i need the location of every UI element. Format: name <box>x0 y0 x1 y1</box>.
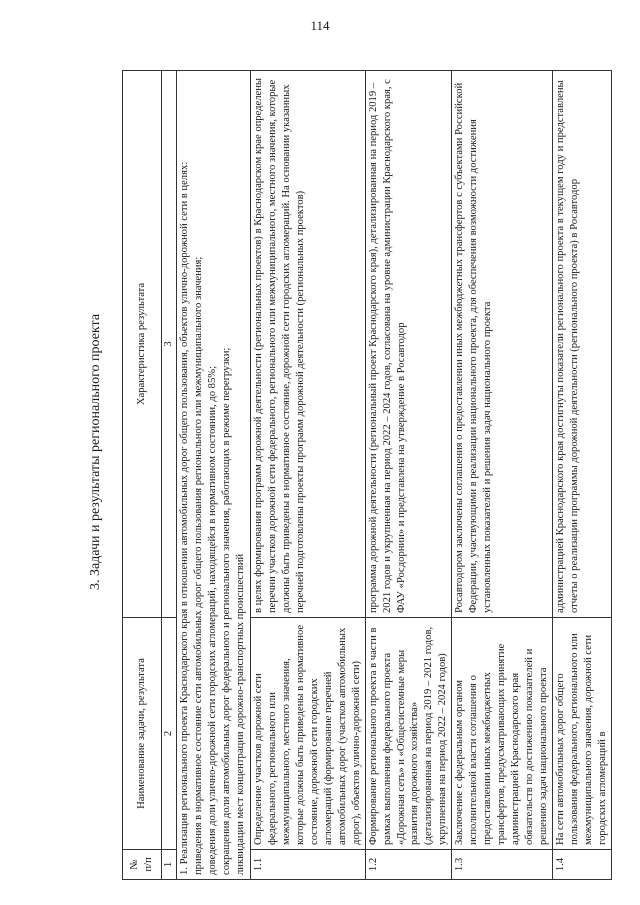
result-cell: в целях формирования программ дорожной деятельности (региональных проектов) в Краснодарском крае определены перечни участков дорожной сети федерального, регионального или межмуниципального, местного значения, которые должны быть приведены в нормативное состояние, дорожной сети городских агломераций. На основании указанных перечней подготовлены проекты программ дорожной деятельности (региональных проектов) <box>250 71 365 618</box>
section-line: 1. Реализация регионального проекта Краснодарского края в отношении автомобильных дорог общего пользования, объектов улично-дорожной сети в целях: <box>178 161 190 875</box>
section-line: доведения доли улично-дорожной сети городских агломераций, находящейся в нормативном состоянии, до 85%; <box>206 365 218 875</box>
section-line: приведения в нормативное состояние сети автомобильных дорог общего пользования регионального или межмуниципального значения; <box>192 256 204 875</box>
section-cell <box>176 71 250 880</box>
section-heading: 3. Задачи и результаты регионального проекта <box>88 313 103 591</box>
header-num: № п/п <box>123 850 162 880</box>
row-number: 1.4 <box>553 850 612 880</box>
rotated-table-container <box>122 70 609 880</box>
table-header-row <box>123 71 162 880</box>
row-number: 1.3 <box>452 850 553 880</box>
result-cell: программа дорожной деятельности (региональный проект Краснодарского края), детализированная на период 2019 – 2021 годов и укрупненная на период 2022 – 2024 годов, согласована на уровне администрации Краснодарского края, с ФАУ «Росдорнии» и представлена на утверждение в Росавтодор <box>365 71 452 618</box>
section-line: сокращения доли автомобильных дорог федерального и регионального значения, работающих в режиме перегрузки; <box>220 347 232 875</box>
header-result: Характеристика результата <box>123 71 162 618</box>
row-number: 1.2 <box>365 850 452 880</box>
index-cell: 1 <box>162 850 177 880</box>
section-line: ликвидации мест концентрации дорожно-транспортных происшествий <box>234 553 246 875</box>
section-row <box>176 71 250 880</box>
header-task-name: Наименование задачи, результата <box>123 618 162 850</box>
table-row <box>250 71 365 880</box>
result-cell: администрацией Краснодарского края достигнуты показатели регионального проекта в текущем году и представлены отчеты о реализации программы дорожной деятельности (регионального проекта) в Росавтодор <box>553 71 612 618</box>
page-number: 114 <box>310 18 330 33</box>
table-row <box>365 71 452 880</box>
task-name-cell: Формирование регионального проекта в части в рамках выполнения федерального проекта «Дорожная сеть» и «Общесистемные меры развития дорожного хозяйства» (детализированная на период 2019 – 2021 годов, укрупненная на период 2022 – 2024 годов) <box>365 618 452 850</box>
task-name-cell: Определение участков дорожной сети федерального, регионального или межмуниципального, местного значения, которые должны быть приведены в нормативное состояние, дорожной сети городских агломераций (формирование перечней автомобильных дорог (участков автомобильных дорог), объектов улично-дорожной сети) <box>250 618 365 850</box>
table-index-row <box>162 71 177 880</box>
index-cell: 3 <box>162 71 177 618</box>
result-cell: Росавтодором заключены соглашения о предоставлении иных межбюджетных трансфертов с субъектами Российской Федерации, участвующими в реализации национального проекта, для обеспечения возможности достижения установленных показателей и решения задач национального проекта <box>452 71 553 618</box>
task-name-cell: Заключение с федеральным органом исполнительной власти соглашения о предоставлении иных межбюджетных трансфертов, предусматривающих принятие администрацией Краснодарского края обязательств по достижению показателей и решению задач национального проекта <box>452 618 553 850</box>
task-name-cell: На сети автомобильных дорог общего пользования федерального, регионального или межмуниципального значения, дорожной сети городских агломераций в <box>553 618 612 850</box>
tasks-results-table <box>122 70 612 880</box>
row-number: 1.1 <box>250 850 365 880</box>
index-cell: 2 <box>162 618 177 850</box>
table-row <box>452 71 553 880</box>
table-row <box>553 71 612 880</box>
